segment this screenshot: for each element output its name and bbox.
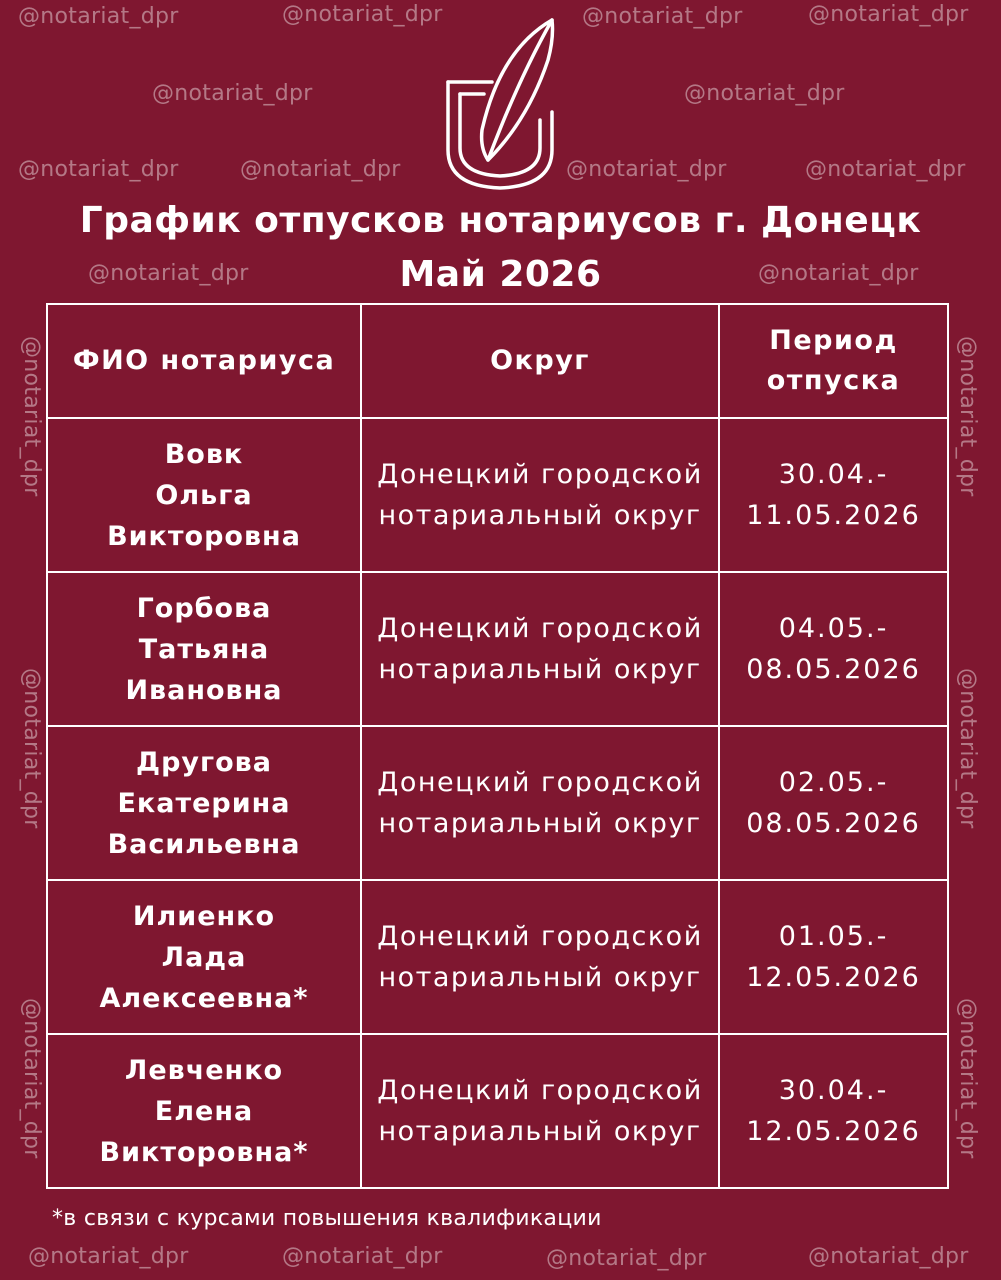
notary-name-cell: Другова Екатерина Васильевна: [47, 726, 361, 880]
district-cell: Донецкий городской нотариальный округ: [361, 1034, 719, 1188]
table-row: [47, 418, 948, 572]
column-header-period: Период отпуска: [719, 304, 948, 418]
period-cell: 01.05.- 12.05.2026: [719, 880, 948, 1034]
watermark-text: @notariat_dpr: [546, 1246, 707, 1271]
watermark-text: @notariat_dpr: [955, 998, 980, 1159]
watermark-text: @notariat_dpr: [955, 336, 980, 497]
watermark-text: @notariat_dpr: [808, 1244, 969, 1269]
table-row: [47, 1034, 948, 1188]
watermark-text: @notariat_dpr: [19, 336, 44, 497]
period-cell: 02.05.- 08.05.2026: [719, 726, 948, 880]
watermark-text: @notariat_dpr: [282, 1244, 443, 1269]
watermark-text: @notariat_dpr: [28, 1244, 189, 1269]
notary-name-cell: Вовк Ольга Викторовна: [47, 418, 361, 572]
watermark-text: @notariat_dpr: [758, 261, 919, 286]
period-cell: 30.04.- 12.05.2026: [719, 1034, 948, 1188]
column-header-name: ФИО нотариуса: [47, 304, 361, 418]
table-row: [47, 572, 948, 726]
watermark-text: @notariat_dpr: [240, 157, 401, 182]
watermark-text: @notariat_dpr: [19, 668, 44, 829]
watermark-text: @notariat_dpr: [282, 2, 443, 27]
notary-name-cell: Илиенко Лада Алексеевна*: [47, 880, 361, 1034]
watermark-text: @notariat_dpr: [955, 668, 980, 829]
watermark-text: @notariat_dpr: [808, 2, 969, 27]
watermark-text: @notariat_dpr: [582, 4, 743, 29]
watermark-text: @notariat_dpr: [18, 157, 179, 182]
watermark-text: @notariat_dpr: [805, 157, 966, 182]
period-cell: 04.05.- 08.05.2026: [719, 572, 948, 726]
district-cell: Донецкий городской нотариальный округ: [361, 418, 719, 572]
table-header-row: [47, 304, 948, 418]
watermark-text: @notariat_dpr: [19, 998, 44, 1159]
table-row: [47, 726, 948, 880]
notary-name-cell: Горбова Татьяна Ивановна: [47, 572, 361, 726]
district-cell: Донецкий городской нотариальный округ: [361, 726, 719, 880]
watermark-text: @notariat_dpr: [152, 81, 313, 106]
district-cell: Донецкий городской нотариальный округ: [361, 880, 719, 1034]
page-subtitle: Май 2026: [399, 254, 602, 295]
footnote: *в связи с курсами повышения квалификации: [52, 1206, 602, 1231]
column-header-district: Округ: [361, 304, 719, 418]
page-title: График отпусков нотариусов г. Донецк: [79, 200, 922, 241]
period-cell: 30.04.- 11.05.2026: [719, 418, 948, 572]
notary-name-cell: Левченко Елена Викторовна*: [47, 1034, 361, 1188]
district-cell: Донецкий городской нотариальный округ: [361, 572, 719, 726]
watermark-text: @notariat_dpr: [18, 4, 179, 29]
vacation-schedule-table: [46, 303, 949, 1189]
watermark-text: @notariat_dpr: [88, 261, 249, 286]
watermark-text: @notariat_dpr: [566, 157, 727, 182]
quill-shield-icon: [440, 10, 560, 190]
watermark-text: @notariat_dpr: [684, 81, 845, 106]
table-row: [47, 880, 948, 1034]
